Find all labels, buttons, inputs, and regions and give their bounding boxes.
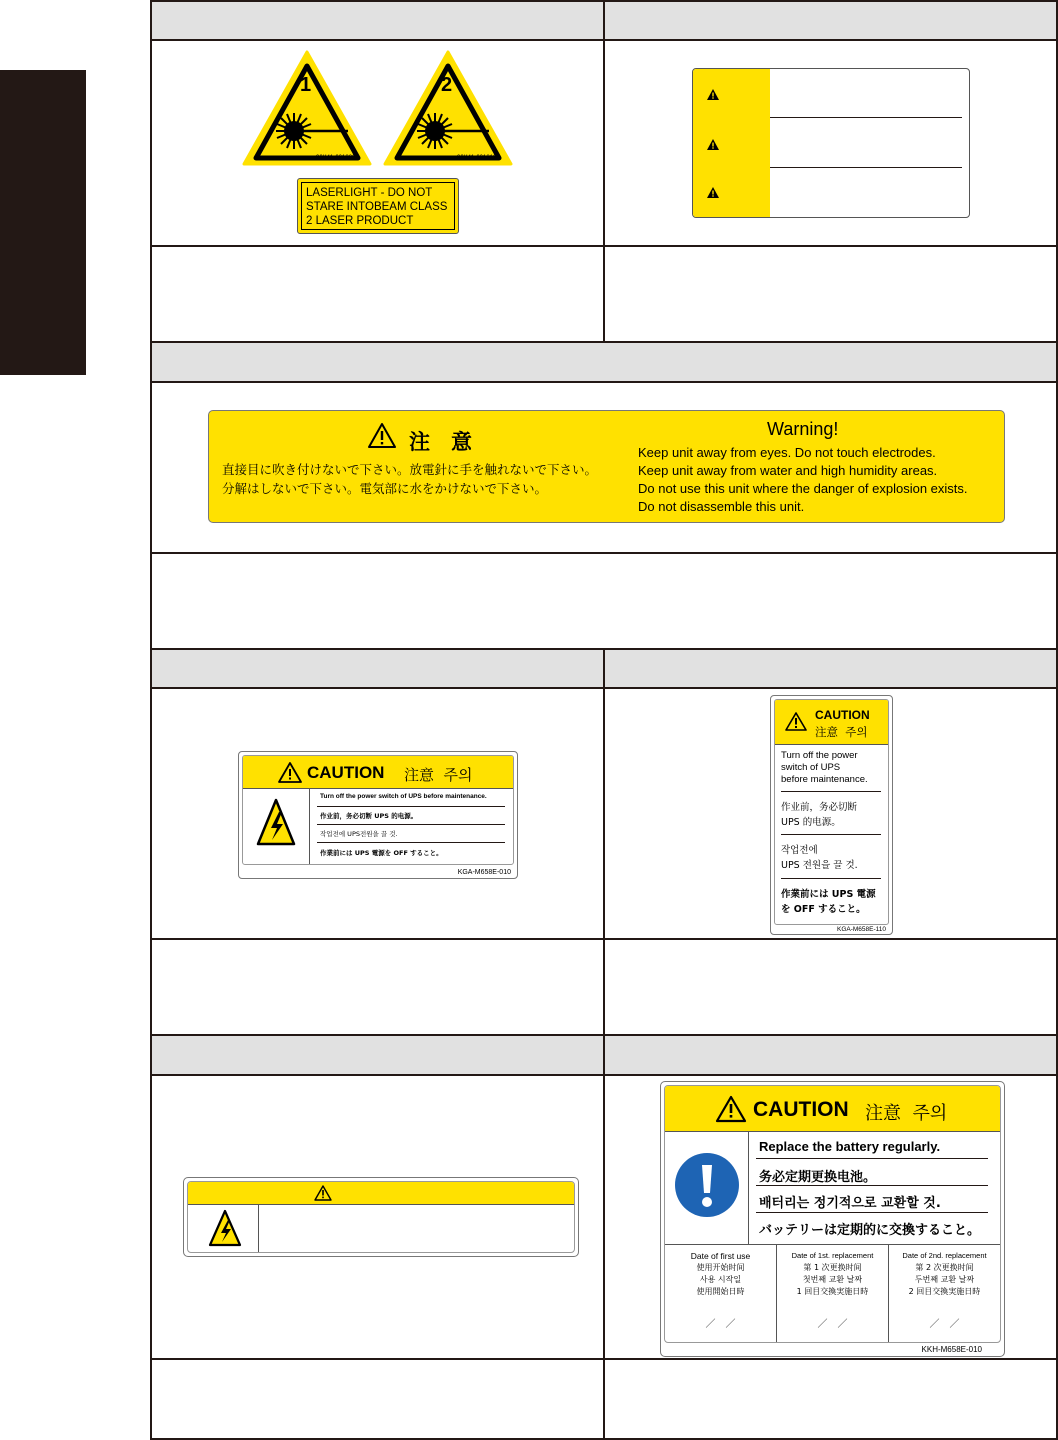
- laser-label-header: [150, 0, 605, 41]
- ups-line-zh: UPS 的电源。: [781, 817, 841, 828]
- date-heading: 첫번째 교환 날짜: [802, 1275, 863, 1284]
- laser-warning-line: 2 LASER PRODUCT: [306, 215, 414, 227]
- laser-hazard-sign-2: [383, 50, 513, 168]
- ups-line-jp: 作業前には UPS 電源を OFF すること。: [320, 849, 443, 857]
- ups-label-description-right: [603, 940, 1058, 1036]
- laser-label-description: [150, 247, 605, 343]
- date-heading: Date of 1st. replacement: [791, 1251, 874, 1260]
- ups-label-description-left: [150, 940, 605, 1036]
- laser-sign-1-code: 90K41-001820: [316, 155, 356, 161]
- battery-line-zh: 务必定期更换电池。: [759, 1170, 877, 1185]
- date-heading: 두번째 교환 날짜: [914, 1275, 975, 1284]
- ups-line-zh: 作业前，务必切断: [781, 802, 858, 813]
- warning-label-cell: [150, 383, 1058, 554]
- danger-label-cell: [603, 41, 1058, 247]
- warning-label-header: [150, 343, 1058, 383]
- label-table: [150, 0, 1058, 1440]
- ups-small-caution-label: [183, 1177, 579, 1257]
- warning-triangle-icon: [706, 138, 720, 151]
- ups-horizontal-caution-label: [238, 751, 518, 879]
- ups-line-en: Turn off the power switch of UPS before maintenance.: [320, 793, 487, 800]
- battery-caution-label: [660, 1081, 1005, 1357]
- ups-small-label-header: [150, 1036, 605, 1076]
- jp-warning-line: 分解はしないで下さい。電気部に水をかけないで下さい。: [222, 481, 548, 496]
- laser-warning-line: STARE INTOBEAM CLASS: [306, 201, 448, 213]
- ups-line-en: switch of UPS: [781, 762, 841, 773]
- en-warning-line: Do not use this unit where the danger of explosion exists.: [638, 481, 968, 496]
- date-entry-field[interactable]: ／ ／: [929, 1319, 960, 1330]
- exclamation-triangle-icon: [715, 1095, 747, 1123]
- date-heading: 1 回目交換実施日時: [796, 1287, 869, 1296]
- danger-label-header: [603, 0, 1058, 41]
- battery-line-jp: バッテリーは定期的に交換すること。: [759, 1223, 981, 1238]
- ups-small-label-cell: [150, 1076, 605, 1360]
- jp-caution-heading: 注 意: [409, 430, 472, 454]
- warning-triangle-icon: [706, 186, 720, 199]
- date-entry-field[interactable]: ／ ／: [705, 1319, 736, 1330]
- three-row-warning-plate: [692, 68, 970, 218]
- ups-small-label-description: [150, 1360, 605, 1440]
- ups-line-ko: 작업전에 UPS전원을 끌 것.: [320, 830, 398, 838]
- exclamation-triangle-icon: [785, 712, 807, 731]
- en-warning-line: Keep unit away from water and high humidity areas.: [638, 463, 938, 478]
- mandatory-action-icon: [674, 1152, 740, 1218]
- date-heading: 第 2 次更换时间: [915, 1263, 974, 1272]
- ups-line-jp: を OFF すること。: [781, 904, 866, 915]
- date-heading: Date of first use: [690, 1251, 751, 1261]
- laser-warning-line: LASERLIGHT - DO NOT: [306, 187, 433, 199]
- date-heading: 使用开始时间: [696, 1263, 745, 1272]
- caution-title: CAUTION: [753, 1098, 849, 1121]
- caution-title: CAUTION: [815, 708, 870, 722]
- date-heading: 使用開始日時: [696, 1287, 745, 1296]
- ups-label-header-right: [603, 650, 1058, 689]
- date-heading: Date of 2nd. replacement: [902, 1251, 987, 1260]
- ups-line-zh: 作业前，务必切断 UPS 的电源。: [320, 812, 418, 820]
- ups-line-en: Turn off the power: [781, 750, 858, 761]
- warning-triangle-icon: [706, 88, 720, 101]
- ups-line-ko: 작업전에: [781, 845, 818, 856]
- battery-line-ko: 배터리는 정기적으로 교환할 것.: [759, 1196, 941, 1211]
- electrode-warning-plate: [208, 410, 1005, 523]
- date-heading: 사용 시작일: [699, 1275, 742, 1284]
- date-column-first-replacement: [777, 1245, 888, 1342]
- ups-horizontal-label-cell: [150, 689, 605, 940]
- label-code: KGA-M658E-110: [836, 926, 886, 933]
- label-code: KKH-M658E-010: [921, 1345, 982, 1354]
- laser-product-warning-plate: [297, 178, 459, 234]
- danger-label-description: [603, 247, 1058, 343]
- ups-label-header-left: [150, 650, 605, 689]
- caution-title: CAUTION: [307, 763, 385, 782]
- ups-line-ko: UPS 전원을 끌 것.: [781, 860, 858, 871]
- ups-vertical-label-cell: [603, 689, 1058, 940]
- warning-label-description: [150, 554, 1058, 650]
- en-warning-line: Keep unit away from eyes. Do not touch electrodes.: [638, 445, 936, 460]
- date-heading: 2 回目交換実施日時: [908, 1287, 981, 1296]
- ups-line-en: before maintenance.: [781, 774, 868, 785]
- caution-title-cjk: 注意 주의: [815, 725, 868, 739]
- ups-line-jp: 作業前には UPS 電源: [781, 889, 876, 900]
- caution-title-cjk: 注意 주의: [865, 1103, 948, 1124]
- exclamation-triangle-icon: [314, 1185, 332, 1201]
- battery-line-en: Replace the battery regularly.: [759, 1139, 941, 1154]
- jp-warning-line: 直接目に吹き付けないで下さい。放電針に手を触れないで下さい。: [222, 462, 598, 477]
- caution-title-cjk: 注意 주의: [404, 766, 473, 784]
- date-entry-field[interactable]: ／ ／: [817, 1319, 848, 1330]
- laser-sign-2-number: 2: [441, 74, 453, 96]
- exclamation-triangle-icon: [278, 762, 302, 783]
- en-warning-line: Do not disassemble this unit.: [638, 499, 805, 514]
- battery-label-cell: [603, 1076, 1058, 1360]
- battery-label-header: [603, 1036, 1058, 1076]
- laser-hazard-sign-1: [242, 50, 372, 168]
- laser-label-cell: [150, 41, 605, 247]
- en-warning-heading: Warning!: [767, 419, 839, 439]
- laser-sign-2-code: 90K41-001810: [457, 155, 497, 161]
- date-heading: 第 1 次更换时间: [803, 1263, 862, 1272]
- laser-sign-1-number: 1: [300, 74, 312, 96]
- electric-shock-icon: [208, 1209, 242, 1247]
- electric-shock-icon: [256, 798, 296, 846]
- battery-label-description: [603, 1360, 1058, 1440]
- exclamation-triangle-icon: [367, 422, 397, 449]
- chapter-side-tab: [0, 70, 86, 375]
- ups-vertical-caution-label: [770, 695, 893, 935]
- date-column-second-replacement: [889, 1245, 1000, 1342]
- date-column-first-use: [665, 1245, 776, 1342]
- label-code: KGA-M658E-010: [457, 869, 511, 876]
